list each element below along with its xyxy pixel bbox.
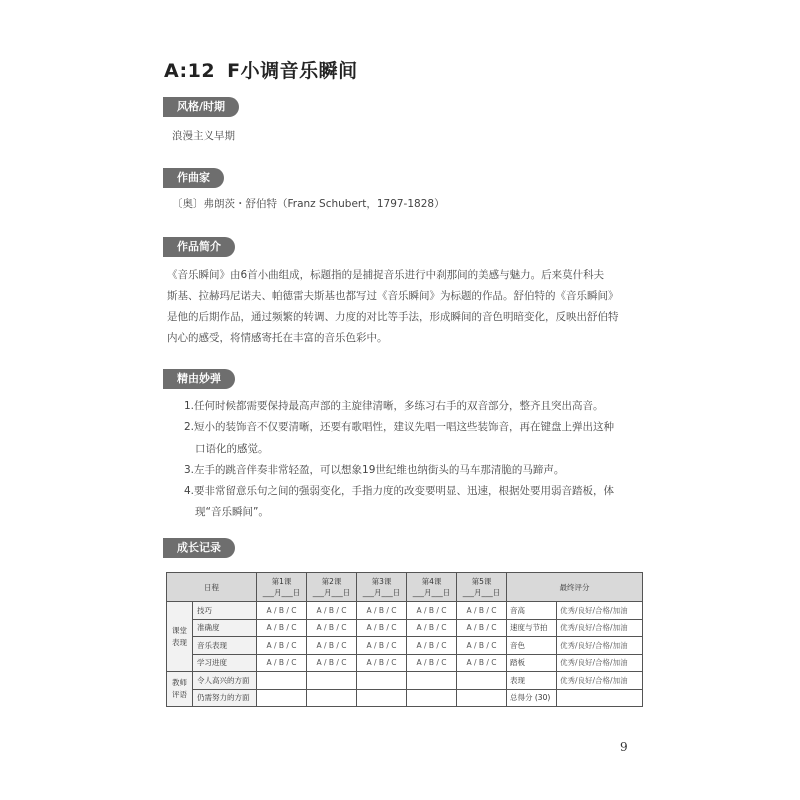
schedule-header: 日程 <box>167 573 257 602</box>
row-item: 学习进度 <box>193 654 257 672</box>
comment-cell <box>357 672 407 690</box>
grade-cell: A / B / C <box>357 654 407 672</box>
comment-cell <box>307 689 357 707</box>
lesson-header: 第5课 ___月___日 <box>457 573 507 602</box>
rating-options: 优秀/良好/合格/加油 <box>557 602 643 620</box>
comment-cell <box>407 672 457 690</box>
rating-options: 优秀/良好/合格/加油 <box>557 637 643 655</box>
row-item: 技巧 <box>193 602 257 620</box>
comment-cell <box>407 689 457 707</box>
grade-cell: A / B / C <box>457 637 507 655</box>
criterion-cell: 踏板 <box>507 654 557 672</box>
lesson-header: 第2课 ___月___日 <box>307 573 357 602</box>
tip-item: 1.任何时候都需要保持最高声部的主旋律清晰，多练习右手的双音部分，整齐且突出高音。 <box>184 400 604 412</box>
page-number: 9 <box>620 740 628 754</box>
style-period-text: 浪漫主义早期 <box>172 130 235 142</box>
total-score-value <box>557 689 643 707</box>
row-item: 准确度 <box>193 619 257 637</box>
group-teacher-comment: 教师评语 <box>167 672 193 707</box>
grade-cell: A / B / C <box>257 654 307 672</box>
criterion-cell: 速度与节拍 <box>507 619 557 637</box>
comment-cell <box>257 689 307 707</box>
tip-item-continued: 口语化的感觉。 <box>195 442 269 455</box>
tip-item-continued: 现“音乐瞬间”。 <box>195 506 269 519</box>
table-row <box>167 619 643 637</box>
grade-cell: A / B / C <box>257 602 307 620</box>
grade-cell: A / B / C <box>307 654 357 672</box>
grade-cell: A / B / C <box>307 619 357 637</box>
row-item: 音乐表现 <box>193 637 257 655</box>
comment-cell <box>307 672 357 690</box>
table-row <box>167 672 643 690</box>
grade-cell: A / B / C <box>257 619 307 637</box>
comment-cell <box>457 672 507 690</box>
grade-cell: A / B / C <box>457 654 507 672</box>
final-score-header: 最终评分 <box>507 573 643 602</box>
grade-cell: A / B / C <box>407 619 457 637</box>
criterion-cell: 表现 <box>507 672 557 690</box>
grade-cell: A / B / C <box>307 602 357 620</box>
comment-cell <box>457 689 507 707</box>
grade-cell: A / B / C <box>357 619 407 637</box>
composer-text: 〔奥〕弗朗茨・舒伯特（Franz Schubert，1797-1828） <box>172 198 445 210</box>
rating-options: 优秀/良好/合格/加油 <box>557 619 643 637</box>
grade-cell: A / B / C <box>407 637 457 655</box>
tip-item: 3.左手的跳音伴奏非常轻盈，可以想象19世纪维也纳街头的马车那清脆的马蹄声。 <box>184 463 565 476</box>
intro-line: 内心的感受，将情感寄托在丰富的音乐色彩中。 <box>167 332 388 344</box>
tips-list <box>184 396 654 524</box>
row-item: 仍需努力的方面 <box>193 689 257 707</box>
grade-cell: A / B / C <box>457 602 507 620</box>
section-label-tips: 精由妙弹 <box>163 369 235 389</box>
grade-cell: A / B / C <box>407 602 457 620</box>
comment-cell <box>257 672 307 690</box>
table-row <box>167 654 643 672</box>
intro-line: 斯基、拉赫玛尼诺夫、帕德雷夫斯基也都写过《音乐瞬间》为标题的作品。舒伯特的《音乐瞬间》 <box>167 290 619 302</box>
intro-line: 《音乐瞬间》由6首小曲组成，标题指的是捕捉音乐进行中刹那间的美感与魅力。后来莫什科夫 <box>167 269 605 281</box>
table-row <box>167 689 643 707</box>
group-classroom: 课堂表现 <box>167 602 193 672</box>
section-label-intro: 作品简介 <box>163 237 235 257</box>
rating-options: 优秀/良好/合格/加油 <box>557 672 643 690</box>
section-label-record: 成长记录 <box>163 538 235 558</box>
section-label-composer: 作曲家 <box>163 168 224 188</box>
piece-code: A:12 <box>164 60 216 82</box>
tip-item: 2.短小的装饰音不仅要清晰，还要有歌唱性，建议先唱一唱这些装饰音，再在键盘上弹出这种 <box>184 421 615 434</box>
row-item: 令人高兴的方面 <box>193 672 257 690</box>
piece-title: F小调音乐瞬间 <box>227 60 358 82</box>
criterion-cell: 音色 <box>507 637 557 655</box>
table-row <box>167 602 643 620</box>
grade-cell: A / B / C <box>407 654 457 672</box>
lesson-header: 第4课 ___月___日 <box>407 573 457 602</box>
grade-cell: A / B / C <box>457 619 507 637</box>
table-row <box>167 637 643 655</box>
grade-cell: A / B / C <box>307 637 357 655</box>
tip-item: 4.要非常留意乐句之间的强弱变化，手指力度的改变要明显、迅速，根据处要用弱音踏板，体 <box>184 485 615 498</box>
grade-cell: A / B / C <box>357 602 407 620</box>
intro-line: 是他的后期作品，通过频繁的转调、力度的对比等手法，形成瞬间的音色明暗变化，反映出舒伯特 <box>167 311 619 323</box>
grade-cell: A / B / C <box>257 637 307 655</box>
page-title <box>164 56 358 83</box>
criterion-cell: 音高 <box>507 602 557 620</box>
table-header-row <box>167 573 643 602</box>
rating-options: 优秀/良好/合格/加油 <box>557 654 643 672</box>
section-label-style: 风格/时期 <box>163 97 239 117</box>
comment-cell <box>357 689 407 707</box>
intro-paragraph <box>166 265 644 349</box>
lesson-header: 第1课 ___月___日 <box>257 573 307 602</box>
grade-cell: A / B / C <box>357 637 407 655</box>
lesson-header: 第3课 ___月___日 <box>357 573 407 602</box>
total-score-label: 总得分 (30) <box>507 689 557 707</box>
growth-record-table <box>166 572 643 707</box>
